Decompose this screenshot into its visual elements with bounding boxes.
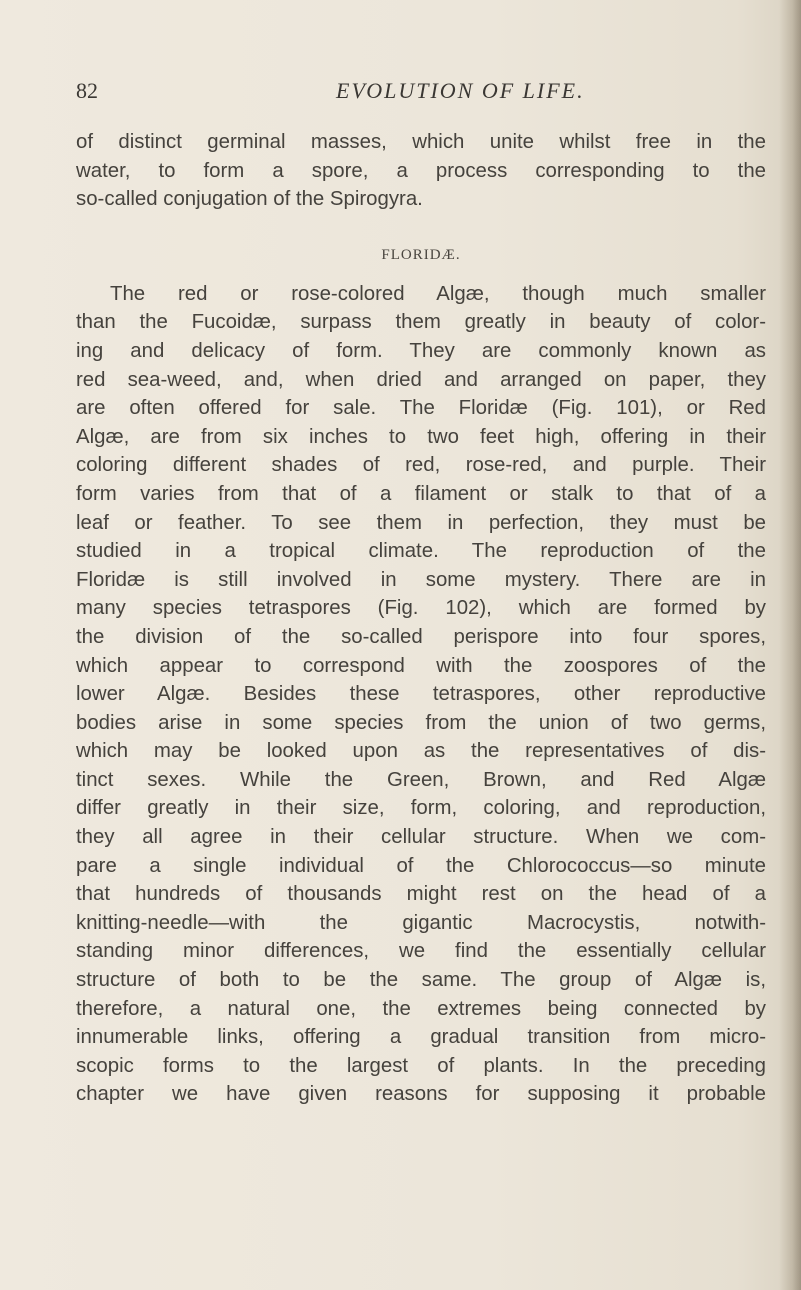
text-line: scopic forms to the largest of plants. In the preceding xyxy=(76,1054,766,1077)
text-line: they all agree in their cellular structure. When we com- xyxy=(76,826,766,849)
text-line: of distinct germinal masses, which unite whilst free in the xyxy=(76,131,766,153)
page-number: 82 xyxy=(76,78,98,103)
text-line: which appear to correspond with the zoospores of the xyxy=(76,654,766,677)
text-line: than the Fucoidæ, surpass them greatly in beauty of color- xyxy=(76,311,766,334)
text-line: standing minor differences, we find the essentially cellular xyxy=(76,940,766,963)
text-line: lower Algæ. Besides these tetraspores, other reproductive xyxy=(76,683,766,706)
text-line: pare a single individual of the Chlorococcus—so minute xyxy=(76,854,766,877)
text-line: leaf or feather. To see them in perfection, they must be xyxy=(76,511,766,534)
text-line: are often offered for sale. The Floridæ (Fig. 101), or Red xyxy=(76,397,766,420)
text-line: tinct sexes. While the Green, Brown, and Red Algæ xyxy=(76,768,766,791)
text-line: Algæ, are from six inches to two feet high, offering in their xyxy=(76,425,766,448)
text-line: the division of the so-called perispore into four spores, xyxy=(76,625,766,648)
page-edge-shadow xyxy=(779,0,801,1290)
body-text xyxy=(76,128,766,1109)
text-line: ing and delicacy of form. They are commonly known as xyxy=(76,339,766,362)
text-line: differ greatly in their size, form, coloring, and reproduction, xyxy=(76,797,766,820)
text-line: water, to form a spore, a process corresponding to the xyxy=(76,159,766,182)
text-line: The red or rose-colored Algæ, though much smaller xyxy=(110,282,766,305)
text-line: chapter we have given reasons for supposing it probable xyxy=(76,1083,766,1106)
text-line: many species tetraspores (Fig. 102), which are formed by xyxy=(76,597,766,620)
page-header xyxy=(76,78,776,108)
text-line: coloring different shades of red, rose-red, and purple. Their xyxy=(76,454,766,477)
text-line: innumerable links, offering a gradual transition from micro- xyxy=(76,1026,766,1049)
text-line: structure of both to be the same. The group of Algæ is, xyxy=(76,969,766,992)
text-line: that hundreds of thousands might rest on the head of a xyxy=(76,883,766,906)
text-line: Floridæ is still involved in some mystery. There are in xyxy=(76,568,766,591)
text-line: knitting-needle—with the gigantic Macrocystis, notwith- xyxy=(76,911,766,934)
text-line: studied in a tropical climate. The reproduction of the xyxy=(76,540,766,563)
spacer xyxy=(76,214,766,240)
text-line: so-called conjugation of the Spirogyra. xyxy=(76,188,423,211)
text-line: form varies from that of a filament or stalk to that of a xyxy=(76,482,766,505)
text-line: therefore, a natural one, the extremes being connected by xyxy=(76,997,766,1020)
running-head: EVOLUTION OF LIFE. xyxy=(336,78,585,103)
section-heading: FLORIDÆ. xyxy=(381,246,461,263)
text-line: which may be looked upon as the representatives of dis- xyxy=(76,740,766,763)
text-line: bodies arise in some species from the union of two germs, xyxy=(76,711,766,734)
text-line: red sea-weed, and, when dried and arranged on paper, they xyxy=(76,368,766,391)
